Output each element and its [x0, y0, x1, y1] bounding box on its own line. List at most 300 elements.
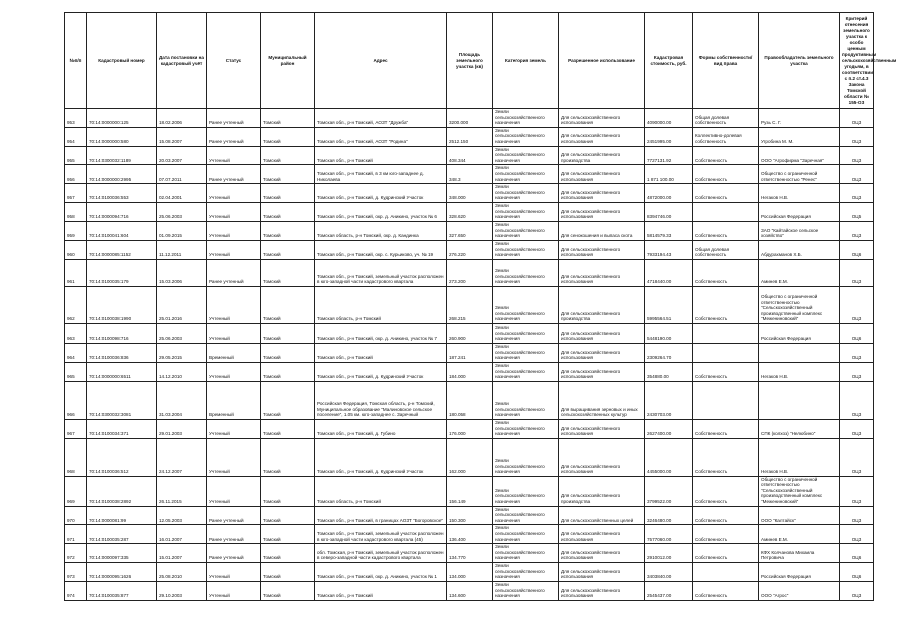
header-row	[65, 13, 874, 109]
table-cell: Для сельскохозяйственного производства	[559, 476, 645, 506]
table-cell: 7577060.00	[645, 525, 693, 544]
table-cell: 70:14:0000094:716	[87, 202, 157, 221]
table-cell: ОЦ3	[840, 525, 874, 544]
table-cell: Для сельскохозяйственного использования	[559, 109, 645, 128]
table-cell: 2512.150	[447, 127, 493, 146]
table-cell: Земли сельскохозяйственного назначения	[493, 240, 559, 259]
table-cell: 972	[65, 544, 87, 563]
table-cell: 70:14:0100098:716	[87, 323, 157, 343]
table-cell: ООО "Агрофирма "Заречная"	[759, 146, 840, 165]
table-cell: Земли сельскохозяйственного назначения	[493, 202, 559, 221]
table-cell: 70:14:0100035:877	[87, 582, 157, 601]
table-cell: Учтенный	[207, 146, 261, 165]
table-cell: Земли сельскохозяйственного назначения	[493, 563, 559, 582]
col-header: Кадастровый номер	[87, 13, 157, 109]
table-row	[65, 476, 874, 506]
table-cell: Учтенный	[207, 438, 261, 476]
table-cell: Земли сельскохозяйственного назначения	[493, 419, 559, 438]
table-row	[65, 343, 874, 362]
table-cell: 4718440.00	[645, 259, 693, 286]
table-cell: Для сельскохозяйственного использования	[559, 165, 645, 184]
table-row	[65, 146, 874, 165]
table-cell: ОЦ5	[840, 202, 874, 221]
table-cell: Негаков Н.В.	[759, 438, 840, 476]
table-cell: Собственность	[693, 286, 759, 323]
table-cell: 1 871 100.00	[645, 165, 693, 184]
table-cell: ОЦ3	[840, 286, 874, 323]
table-cell: Ранее учтенный	[207, 127, 261, 146]
table-cell: Временный	[207, 381, 261, 419]
table-cell: Российская Федерация	[759, 563, 840, 582]
table-cell: Общество с ограниченной ответственностью "Сельскохозяйственный производственный комплекс "Межениновский"	[759, 476, 840, 506]
table-cell: 187.241	[447, 343, 493, 362]
table-cell: Учтенный	[207, 286, 261, 323]
table-cell: Земли сельскохозяйственного назначения	[493, 323, 559, 343]
table-cell: ОЦ3	[840, 184, 874, 203]
table-cell: 134.770	[447, 544, 493, 563]
table-cell: Собственность	[693, 259, 759, 286]
table-cell: 4872000.00	[645, 184, 693, 203]
table-cell: 328.620	[447, 202, 493, 221]
table-cell: Ранее учтенный	[207, 525, 261, 544]
table-cell: Для сельскохозяйственного использования	[559, 563, 645, 582]
table-cell: Общая долевая собственность	[693, 109, 759, 128]
table-cell: Томский	[261, 221, 315, 240]
table-cell: Томский	[261, 438, 315, 476]
table-cell: Земли сельскохозяйственного назначения	[493, 286, 559, 323]
table-cell: Земли сельскохозяйственного назначения	[493, 544, 559, 563]
table-cell: 134.000	[447, 563, 493, 582]
table-cell: Томский	[261, 146, 315, 165]
table-cell: 2910012.00	[645, 544, 693, 563]
table-cell: Собственность	[693, 146, 759, 165]
table-cell: 348.3	[447, 165, 493, 184]
table-cell: ОЦ3	[840, 109, 874, 128]
table-cell: Негаков Н.В.	[759, 362, 840, 381]
table-row	[65, 286, 874, 323]
table-cell	[693, 323, 759, 343]
table-cell: Томский	[261, 419, 315, 438]
table-cell: 70:14:0000081:99	[87, 506, 157, 525]
table-cell: Томский	[261, 506, 315, 525]
col-header: Правообладатель земельного участка	[759, 13, 840, 109]
table-cell: Томский	[261, 259, 315, 286]
table-cell: 5814579.33	[645, 221, 693, 240]
table-cell: 14.12.2010	[157, 362, 207, 381]
table-cell: Учтенный	[207, 362, 261, 381]
table-cell: Для сенокошения и выпаса скота	[559, 221, 645, 240]
table-cell: Собственность	[693, 525, 759, 544]
table-cell: Томская обл., р-н Томский, АОЗТ "Родина"	[315, 127, 447, 146]
table-cell: 15.01.2007	[157, 544, 207, 563]
table-cell: 70:14:0100035:179	[87, 259, 157, 286]
table-cell: 29.10.2003	[157, 582, 207, 601]
table-cell: ОЦ3	[840, 476, 874, 506]
table-cell: Для сельскохозяйственного использования	[559, 240, 645, 259]
table-cell: 70:14:0000000:580	[87, 127, 157, 146]
table-cell: 156.149	[447, 476, 493, 506]
table-cell: Земли сельскохозяйственного назначения	[493, 506, 559, 525]
table-cell: Собственность	[693, 582, 759, 601]
table-cell: Для сельскохозяйственного использования	[559, 259, 645, 286]
table-cell: ОЦ3	[840, 259, 874, 286]
table-row	[65, 109, 874, 128]
table-cell: 408.344	[447, 146, 493, 165]
table-cell: Томский	[261, 563, 315, 582]
table-cell: ОЦ3	[840, 127, 874, 146]
table-cell: Томский	[261, 165, 315, 184]
table-cell: Учтенный	[207, 476, 261, 506]
table-cell: 956	[65, 165, 87, 184]
table-cell: ОЦ3	[840, 438, 874, 476]
table-cell: Томский	[261, 240, 315, 259]
table-cell: Ранее учтенный	[207, 259, 261, 286]
table-cell: Собственность	[693, 438, 759, 476]
table-cell: 964	[65, 343, 87, 362]
col-header: Дата постановки на кадастровый учёт	[157, 13, 207, 109]
table-cell: 18.02.2006	[157, 109, 207, 128]
col-header: Формы собственности/вид права	[693, 13, 759, 109]
table-cell: Абдурахманов Х.Б.	[759, 240, 840, 259]
table-cell: 970	[65, 506, 87, 525]
table-cell: Томская обл., р-н Томский, земельный участок расположен в юго-западной части кадастрового квартала	[315, 259, 447, 286]
table-cell: 2451995.00	[645, 127, 693, 146]
table-cell: Земли сельскохозяйственного назначения	[493, 381, 559, 419]
table-cell: Собственность	[693, 184, 759, 203]
table-row	[65, 438, 874, 476]
table-cell: 07.07.2011	[157, 165, 207, 184]
table-cell: 276.220	[447, 240, 493, 259]
table-cell: Томский	[261, 343, 315, 362]
table-cell	[759, 343, 840, 362]
table-cell: Собственность	[693, 506, 759, 525]
table-cell: ОЦ6	[840, 323, 874, 343]
table-cell: Томский	[261, 323, 315, 343]
table-cell: Негаков Н.В.	[759, 184, 840, 203]
table-cell: 959	[65, 221, 87, 240]
table-cell: Для сельскохозяйственного использования	[559, 184, 645, 203]
table-cell: Земли сельскохозяйственного назначения	[493, 221, 559, 240]
table-cell: Томский	[261, 184, 315, 203]
table-cell: Томский	[261, 582, 315, 601]
table-cell: 4090000.00	[645, 109, 693, 128]
table-cell: 971	[65, 525, 87, 544]
table-cell: 25.01.2016	[157, 286, 207, 323]
table-row	[65, 582, 874, 601]
table-cell: 962	[65, 286, 87, 323]
table-cell: 26.11.2015	[157, 476, 207, 506]
table-cell: Собственность	[693, 544, 759, 563]
table-cell: Общая долевая собственность	[693, 240, 759, 259]
table-cell: Томская область, р-н Томский	[315, 476, 447, 506]
table-cell: Рузь С. Г.	[759, 109, 840, 128]
table-cell: 136.400	[447, 525, 493, 544]
table-cell: 29.01.2003	[157, 419, 207, 438]
table-cell: 3246480.00	[645, 506, 693, 525]
table-cell: 70:14:0000000:2995	[87, 165, 157, 184]
table-cell: 960	[65, 240, 87, 259]
table-cell: Томская обл., р-н Томский, окр. д. Аникино, участок № 1	[315, 563, 447, 582]
table-cell: 162.000	[447, 438, 493, 476]
col-header: Площадь земельного участка (кв)	[447, 13, 493, 109]
table-cell	[759, 381, 840, 419]
table-cell: Ранее учтенный	[207, 506, 261, 525]
table-cell	[693, 202, 759, 221]
table-cell: 02.04.2001	[157, 184, 207, 203]
table-cell: 961	[65, 259, 87, 286]
table-cell: Земли сельскохозяйственного назначения	[493, 525, 559, 544]
table-cell: 2309264.70	[645, 343, 693, 362]
table-cell: Земли сельскохозяйственного назначения	[493, 165, 559, 184]
table-cell: ОЦ6	[840, 240, 874, 259]
table-cell: СПК (колхоз) "Нелюбино"	[759, 419, 840, 438]
table-cell: Томская обл., р-н Томский, АОЗТ "Дружба"	[315, 109, 447, 128]
col-header: Кадастровая стоимость, руб.	[645, 13, 693, 109]
table-cell: Для сельскохозяйственного использования	[559, 544, 645, 563]
table-cell: Учтенный	[207, 202, 261, 221]
table-cell: ОЦ3	[840, 419, 874, 438]
table-cell: Земли сельскохозяйственного назначения	[493, 109, 559, 128]
table-cell: Томская обл., р-н Томский	[315, 343, 447, 362]
table-cell: Аминев Е.М.	[759, 259, 840, 286]
table-cell: 180.058	[447, 381, 493, 419]
table-cell: Томская обл., р-н Томский, д. Кудринский Участок	[315, 184, 447, 203]
table-cell: 70:14:0100038:2892	[87, 476, 157, 506]
table-cell: Собственность	[693, 362, 759, 381]
table-cell: 957	[65, 184, 87, 203]
table-cell	[693, 343, 759, 362]
table-row	[65, 184, 874, 203]
table-cell: Томская обл., р-н Томский, д. Кудринский Участок	[315, 438, 447, 476]
col-header: Разрешенное использование	[559, 13, 645, 109]
table-cell: 70:14:0300032:3081	[87, 381, 157, 419]
land-registry-table	[64, 12, 897, 601]
table-cell: 70:14:0000095:1626	[87, 563, 157, 582]
table-cell: Собственность	[693, 221, 759, 240]
table-cell: Томская обл., р-н Томский	[315, 146, 447, 165]
table-cell: Учтенный	[207, 240, 261, 259]
table-cell: ОЦ3	[840, 221, 874, 240]
table-cell: Томская область, р-н Томский	[315, 286, 447, 323]
table-row	[65, 381, 874, 419]
table-cell: Томская обл., р-н Томский, окр. д. Аникино, участок № 7	[315, 323, 447, 343]
table-cell: 268.215	[447, 286, 493, 323]
table-cell: 4455000.00	[645, 438, 693, 476]
table-cell: 260.900	[447, 323, 493, 343]
table-cell: ОЦ6	[840, 563, 874, 582]
table-cell: 16.01.2007	[157, 525, 207, 544]
table-row	[65, 506, 874, 525]
table-row	[65, 240, 874, 259]
table-cell: ОЦ6	[840, 544, 874, 563]
table-cell: Томская обл., р-н Томский, д. Кудринский Участок	[315, 362, 447, 381]
table-cell: Томская область, р-н Томский, окр. д. Кандинка	[315, 221, 447, 240]
table-cell: 70:14:0000000:125	[87, 109, 157, 128]
table-cell: Земли сельскохозяйственного назначения	[493, 476, 559, 506]
table-cell: ОЦ3	[840, 506, 874, 525]
table-cell	[693, 381, 759, 419]
table-cell: Учтенный	[207, 563, 261, 582]
table-cell: 70:14:0100034:371	[87, 419, 157, 438]
table-row	[65, 202, 874, 221]
table-cell: 8394746.00	[645, 202, 693, 221]
table-row	[65, 525, 874, 544]
table-cell: Коллективно-долевая собственность	[693, 127, 759, 146]
table-cell: 70:14:0100038:1990	[87, 286, 157, 323]
table-cell: Для сельскохозяйственного использования	[559, 202, 645, 221]
table-cell: Земли сельскохозяйственного назначения	[493, 146, 559, 165]
table-cell: 70:14:0100041:604	[87, 221, 157, 240]
table-cell: КФХ Колчанова Михаила Петровича	[759, 544, 840, 563]
table-row	[65, 419, 874, 438]
col-header: Муниципальный район	[261, 13, 315, 109]
table-cell: 15.03.2006	[157, 259, 207, 286]
table-cell: Учтенный	[207, 221, 261, 240]
table-row	[65, 221, 874, 240]
table-cell: обл. Томская, р-н Томский, земельный участок расположен в северо-западной части кадастрового квартала	[315, 544, 447, 563]
table-cell: 24.12.2007	[157, 438, 207, 476]
table-cell: 25.06.2003	[157, 323, 207, 343]
table-cell: ОЦ3	[840, 343, 874, 362]
table-cell: 70:14:0000085:1152	[87, 240, 157, 259]
table-cell: Учтенный	[207, 184, 261, 203]
table-row	[65, 127, 874, 146]
table-cell: Томский	[261, 202, 315, 221]
table-cell: Томская обл., р-н Томский	[315, 582, 447, 601]
table-cell: 974	[65, 582, 87, 601]
table-cell: Собственность	[693, 476, 759, 506]
table-cell: Российская Федерация	[759, 202, 840, 221]
table-cell: Для выращивания зерновых и иных сельскохозяйственных культур	[559, 381, 645, 419]
table-cell: 327.650	[447, 221, 493, 240]
table-cell: Земли сельскохозяйственного назначения	[493, 438, 559, 476]
table-cell: Собственность	[693, 419, 759, 438]
table-cell: 70:14:0300032:1189	[87, 146, 157, 165]
table-cell: Для сельскохозяйственного использования	[559, 362, 645, 381]
table-cell: Земли сельскохозяйственного назначения	[493, 343, 559, 362]
table-cell: 29.05.2015	[157, 343, 207, 362]
table-cell: 70:14:0100035:287	[87, 525, 157, 544]
table-cell: Земли сельскохозяйственного назначения	[493, 127, 559, 146]
table-cell: 70:14:0000097:335	[87, 544, 157, 563]
table-row	[65, 165, 874, 184]
table-cell: 20.03.2007	[157, 146, 207, 165]
table-cell: 955	[65, 146, 87, 165]
table-cell: ОЦ3	[840, 165, 874, 184]
table-cell: 7933194.43	[645, 240, 693, 259]
table-cell: 958	[65, 202, 87, 221]
table-cell: Томский	[261, 127, 315, 146]
table-cell: Учтенный	[207, 419, 261, 438]
col-header: №п/п	[65, 13, 87, 109]
table-cell: 354880.00	[645, 362, 693, 381]
table-cell: Ранее учтенный	[207, 109, 261, 128]
table-cell: Томская обл., р-н Томский, д. Губино	[315, 419, 447, 438]
table-cell: Общество с ограниченной ответственностью "Ренес"	[759, 165, 840, 184]
table-cell: 5995564.51	[645, 286, 693, 323]
table-row	[65, 563, 874, 582]
table-cell: 273.200	[447, 259, 493, 286]
table-cell: Томский	[261, 362, 315, 381]
col-header: Адрес	[315, 13, 447, 109]
table-cell: 184.000	[447, 362, 493, 381]
table-cell: 70:14:0100036:512	[87, 438, 157, 476]
table-cell: 3799522.00	[645, 476, 693, 506]
table-cell: Земли сельскохозяйственного назначения	[493, 184, 559, 203]
table-cell: 348.000	[447, 184, 493, 203]
table-cell: 3200.000	[447, 109, 493, 128]
table-cell: 2627400.00	[645, 419, 693, 438]
table-cell: 01.09.2015	[157, 221, 207, 240]
table-cell: 150.300	[447, 506, 493, 525]
table-cell: 5448190.00	[645, 323, 693, 343]
table-cell: Земли сельскохозяйственного назначения	[493, 582, 559, 601]
table-cell: 2545437.00	[645, 582, 693, 601]
table-cell: Собственность	[693, 165, 759, 184]
table-cell: ООО "Агрос"	[759, 582, 840, 601]
table-cell: Томская обл., р-н Томский, окр. д. Аникино, участок № 6	[315, 202, 447, 221]
table-row	[65, 259, 874, 286]
table-cell: Российская Федерация	[759, 323, 840, 343]
table-cell: 11.12.2011	[157, 240, 207, 259]
table-cell: 966	[65, 381, 87, 419]
table-cell: 31.03.2004	[157, 381, 207, 419]
table-cell: 25.08.2010	[157, 563, 207, 582]
table-cell: ОЦ3	[840, 381, 874, 419]
table-body	[65, 109, 874, 601]
table-cell	[693, 563, 759, 582]
table-cell: Для сельскохозяйственного производства	[559, 146, 645, 165]
table-cell: Томская обл., р-н Томский, окр. с. Курьиково, уч. № 19	[315, 240, 447, 259]
table-cell: 70:14:0000000:6511	[87, 362, 157, 381]
table-cell: Учтенный	[207, 582, 261, 601]
table-cell: 953	[65, 109, 87, 128]
table-cell: ОЦ3	[840, 582, 874, 601]
table-row	[65, 362, 874, 381]
table-cell: Угробина М. М.	[759, 127, 840, 146]
table-cell: Российская Федерация, Томская область, р-н Томский, Муниципальное образование "Малиновское сельское поселение", 1.05 км. юго-западнее с. Заречный	[315, 381, 447, 419]
table-cell: Томский	[261, 544, 315, 563]
table-row	[65, 544, 874, 563]
table-cell: 967	[65, 419, 87, 438]
table-cell: 176.000	[447, 419, 493, 438]
table-cell: 973	[65, 563, 87, 582]
table-cell: 12.05.2003	[157, 506, 207, 525]
table-cell: 965	[65, 362, 87, 381]
table-cell: 7727131.92	[645, 146, 693, 165]
table-cell: Земли сельскохозяйственного назначения	[493, 259, 559, 286]
table-cell: Томский	[261, 109, 315, 128]
table-cell: Временный	[207, 343, 261, 362]
table-cell: Для сельскохозяйственного производства	[559, 286, 645, 323]
table-cell: 25.06.2003	[157, 202, 207, 221]
col-header: Критерий отнесения земельного участка к особо ценным продуктивным сельскохозяйственным угодьям, в соответствии с п.2 ст.4.3 Закона Томской области № 155-ОЗ	[840, 13, 874, 109]
table-cell: Томская обл., р-н Томский, в границах АОЗТ "Богоровское"	[315, 506, 447, 525]
table-cell: 3403840.00	[645, 563, 693, 582]
table-cell: 969	[65, 476, 87, 506]
table-cell: 968	[65, 438, 87, 476]
col-header: Категория земель	[493, 13, 559, 109]
table-cell: Аминев Е.М.	[759, 525, 840, 544]
table-cell: Общество с ограниченной ответственностью "Сельскохозяйственный производственный комплекс "Межениновский"	[759, 286, 840, 323]
table-cell: ОЦ3	[840, 146, 874, 165]
col-header: Статус	[207, 13, 261, 109]
table-cell: 134.600	[447, 582, 493, 601]
table-cell: 963	[65, 323, 87, 343]
table-row	[65, 323, 874, 343]
table-cell: Томский	[261, 381, 315, 419]
table-cell: Томская обл., р-н Томский, земельный участок расположен в юго-западной части кадастрового квартала (45)	[315, 525, 447, 544]
